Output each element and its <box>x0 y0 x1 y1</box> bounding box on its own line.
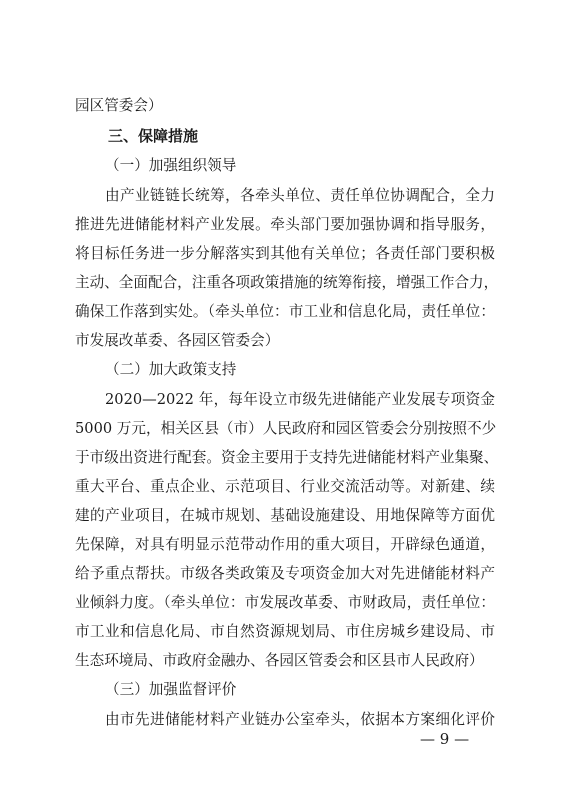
text-line: 给予重点帮扶。市级各类政策及专项资金加大对先进储能材料产 <box>75 565 495 582</box>
subsection-heading: （三）加强监督评价 <box>105 681 237 698</box>
text-line: 建的产业项目，在城市规划、基础设施建设、用地保障等方面优 <box>75 507 495 524</box>
text-line: 先保障，对具有明显示范带动作用的重大项目，开辟绿色通道， <box>75 536 495 553</box>
page-number: — 9 — <box>420 730 470 748</box>
text-line: 主动、全面配合，注重各项政策措施的统筹衔接，增强工作合力， <box>75 274 499 291</box>
text-line: 市工业和信息化局、市自然资源规划局、市住房城乡建设局、市 <box>75 623 495 640</box>
text-line: 生态环境局、市政府金融办、各园区管委会和区县市人民政府） <box>75 652 484 669</box>
text-line: 由市先进储能材料产业链办公室牵头，依据本方案细化评价 <box>105 711 495 728</box>
subsection-heading: （二）加大政策支持 <box>105 361 237 378</box>
text-line: 确保工作落到实处。（牵头单位：市工业和信息化局，责任单位： <box>75 303 495 320</box>
text-line: 业倾斜力度。（牵头单位：市发展改革委、市财政局，责任单位： <box>75 594 495 611</box>
text-line: 园区管委会） <box>75 97 163 114</box>
text-line: 由产业链链长统筹，各牵头单位、责任单位协调配合，全力 <box>105 187 495 204</box>
text-line: 5000 万元，相关区县（市）人民政府和园区管委会分别按照不少 <box>75 420 497 437</box>
text-line: 推进先进储能材料产业发展。牵头部门要加强协调和指导服务， <box>75 216 495 233</box>
text-line: 市发展改革委、各园区管委会） <box>75 332 280 349</box>
subsection-heading: （一）加强组织领导 <box>105 157 237 174</box>
section-heading: 三、保障措施 <box>108 127 199 145</box>
text-line: 将目标任务进一步分解落实到其他有关单位；各责任部门要积极 <box>75 245 495 262</box>
text-line: 于市级出资进行配套。资金主要用于支持先进储能材料产业集聚、 <box>75 449 499 466</box>
text-line: 重大平台、重点企业、示范项目、行业交流活动等。对新建、续 <box>75 478 495 495</box>
text-line: 2020—2022 年，每年设立市级先进储能产业发展专项资金 <box>105 391 495 408</box>
